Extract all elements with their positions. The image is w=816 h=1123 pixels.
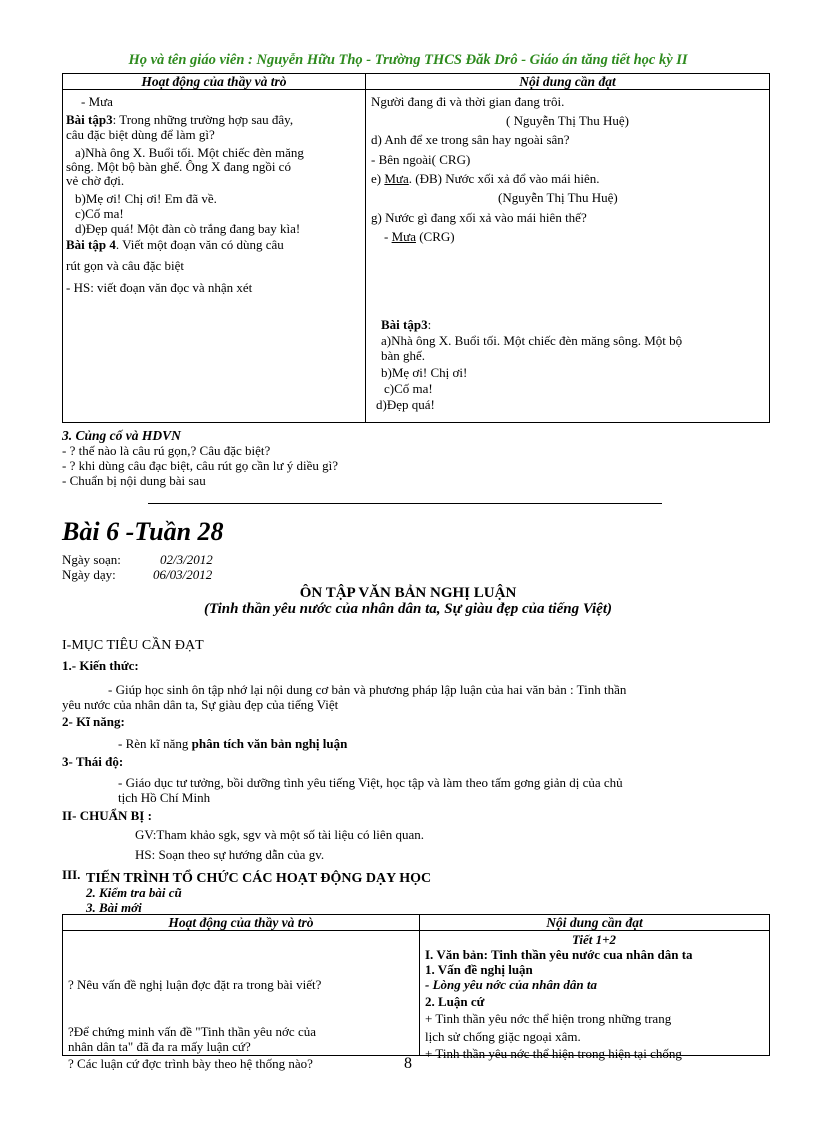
preparation-student: HS: Soạn theo sự hướng dẫn của gv. [135, 847, 325, 862]
attitude-line: - Giáo dục tư tưởng, bồi dưỡng tình yêu tiếng Việt, học tập và làm theo tấm gơng giản dị của chủ [118, 775, 623, 790]
left-line: câu đặc biệt dùng để làm gì? [66, 127, 215, 142]
right-line: c)Cố ma! [384, 381, 433, 396]
left-line: - Mưa [81, 94, 113, 109]
preparation-teacher: GV:Tham khảo sgk, sgv và một số tài liệu có liên quan. [135, 827, 424, 842]
section-divider [148, 503, 662, 504]
prep-date-label: Ngày soạn: [62, 552, 121, 567]
right-line: b)Mẹ ơi! Chị ơi! [381, 365, 468, 380]
content-subheading: 2. Luận cứ [425, 994, 485, 1009]
prep-date: 02/3/2012 [160, 552, 213, 567]
teach-date-label: Ngày dạy: [62, 567, 116, 582]
attitude-line: tịch Hồ Chí Minh [118, 790, 211, 805]
right-line-g-answer: - Mưa (CRG) [384, 229, 455, 244]
activity-table-1 [62, 73, 770, 423]
left-line: sông. Một bộ bàn ghế. Ông X đang ngồi có [66, 159, 291, 174]
left-line: d)Đẹp quá! Một đàn cò trắng đang bay kìa! [75, 221, 301, 236]
content-item: + Tinh thần yêu nớc thể hiện trong những trang [425, 1011, 672, 1026]
question-line: ?Để chứng minh vấn đề "Tinh thần yêu nớc của [68, 1024, 316, 1039]
lesson-title: Bài 6 -Tuần 28 [62, 517, 224, 546]
period-label: Tiết 1+2 [571, 932, 617, 947]
preparation-heading: II- CHUẨN BỊ : [62, 808, 152, 823]
skills-heading: 2- Kĩ năng: [62, 714, 125, 729]
left-line: - HS: viết đoạn văn đọc và nhận xét [66, 280, 253, 295]
consolidation-heading: 3. Củng cố và HDVN [62, 428, 181, 443]
knowledge-heading: 1.- Kiến thức: [62, 658, 139, 673]
right-line: Người đang đi và thời gian đang trôi. [371, 94, 565, 109]
right-line: d)Đẹp quá! [376, 397, 435, 412]
objectives-heading: I-MỤC TIÊU CẦN ĐẠT [62, 638, 204, 653]
teach-date: 06/03/2012 [153, 567, 213, 582]
process-step-2: 2. Kiểm tra bài cũ [86, 885, 182, 900]
content-item: lịch sử chống giặc ngoại xâm. [425, 1029, 581, 1044]
col-header-teacher-student: Hoạt động của thầy và trò [63, 915, 420, 931]
page-header: Họ và tên giáo viên : Nguyễn Hữu Thọ - Trường THCS Đăk Drô - Giáo án tăng tiết học kỳ II [128, 52, 688, 68]
left-line: a)Nhà ông X. Buổi tối. Một chiếc đèn măng [75, 145, 304, 160]
right-line: d) Anh để xe trong sân hay ngoài sân? [371, 132, 570, 147]
right-line: (Nguyễn Thị Thu Huệ) [498, 190, 618, 205]
main-subtitle: (Tinh thần yêu nước của nhân dân ta, Sự giàu đẹp của tiếng Việt) [203, 601, 613, 617]
consolidation-item: - ? thế nào là câu rú gọn,? Câu đặc biệt? [62, 443, 271, 458]
process-step-3: 3. Bài mới [86, 900, 142, 915]
knowledge-line: - Giúp học sinh ôn tập nhớ lại nội dung cơ bản và phương pháp lập luận của hai văn bản : Tinh thần [108, 682, 627, 697]
consolidation-item: - Chuẩn bị nội dung bài sau [62, 473, 206, 488]
process-roman: III. [62, 867, 81, 882]
attitude-heading: 3- Thái độ: [62, 754, 124, 769]
exercise-4-question: Bài tập 4. Viết một đoạn văn có dùng câu [66, 237, 284, 252]
right-line: ( Nguyễn Thị Thu Huệ) [506, 113, 629, 128]
col-header-content: Nội dung cần đạt [366, 74, 770, 90]
process-heading: TIẾN TRÌNH TỔ CHỨC CÁC HOẠT ĐỘNG DẠY HỌC [86, 871, 432, 886]
right-line-e: e) Mưa. (ĐB) Nước xối xả đổ vào mái hiên. [371, 171, 600, 186]
question-line: nhân dân ta" đã đa ra mấy luận cứ? [68, 1039, 251, 1054]
col-header-content: Nội dung cần đạt [420, 915, 770, 931]
question-line: ? Nêu vấn đề nghị luận đợc đặt ra trong bài viết? [68, 977, 322, 992]
activity-table-2 [62, 914, 770, 1071]
content-item: - Lòng yêu nớc của nhân dân ta [425, 977, 598, 992]
exercise-3-question: Bài tập3: Trong những trường hợp sau đây, [66, 112, 294, 127]
left-line: rút gọn và câu đặc biệt [66, 258, 185, 273]
right-exercise-3-heading: Bài tập3: [381, 317, 432, 332]
content-subheading: 1. Vấn đề nghị luận [425, 962, 533, 977]
left-line: b)Mẹ ơi! Chị ơi! Em đã về. [75, 191, 217, 206]
right-line: - Bên ngoài( CRG) [371, 152, 471, 167]
content-section-title: I. Văn bản: Tinh thần yêu nước cua nhân dân ta [425, 947, 693, 962]
right-line: bàn ghế. [381, 348, 426, 363]
left-line: vẻ chờ đợi. [66, 173, 125, 188]
left-line: c)Cố ma! [75, 206, 124, 221]
page-number: 8 [404, 1055, 412, 1072]
question-line: ? Các luận cứ đợc trình bày theo hệ thống nào? [68, 1056, 313, 1071]
right-line: a)Nhà ông X. Buổi tối. Một chiếc đèn măng sông. Một bộ [381, 333, 683, 348]
right-line: g) Nước gì đang xối xả vào mái hiên thế? [371, 210, 587, 225]
content-item: + Tinh thần yêu nớc thể hiện trong hiện tại chống [425, 1046, 682, 1061]
skills-line: - Rèn kĩ năng phân tích văn bản nghị luận [118, 736, 348, 751]
consolidation-item: - ? khi dùng câu đạc biệt, câu rút gọ cần lư ý diều gì? [62, 458, 338, 473]
main-title: ÔN TẬP VĂN BẢN NGHỊ LUẬN [299, 585, 517, 601]
knowledge-line: yêu nước của nhân dân ta, Sự giàu đẹp của tiếng Việt [62, 697, 339, 712]
col-header-teacher-student: Hoạt động của thầy và trò [63, 74, 366, 90]
